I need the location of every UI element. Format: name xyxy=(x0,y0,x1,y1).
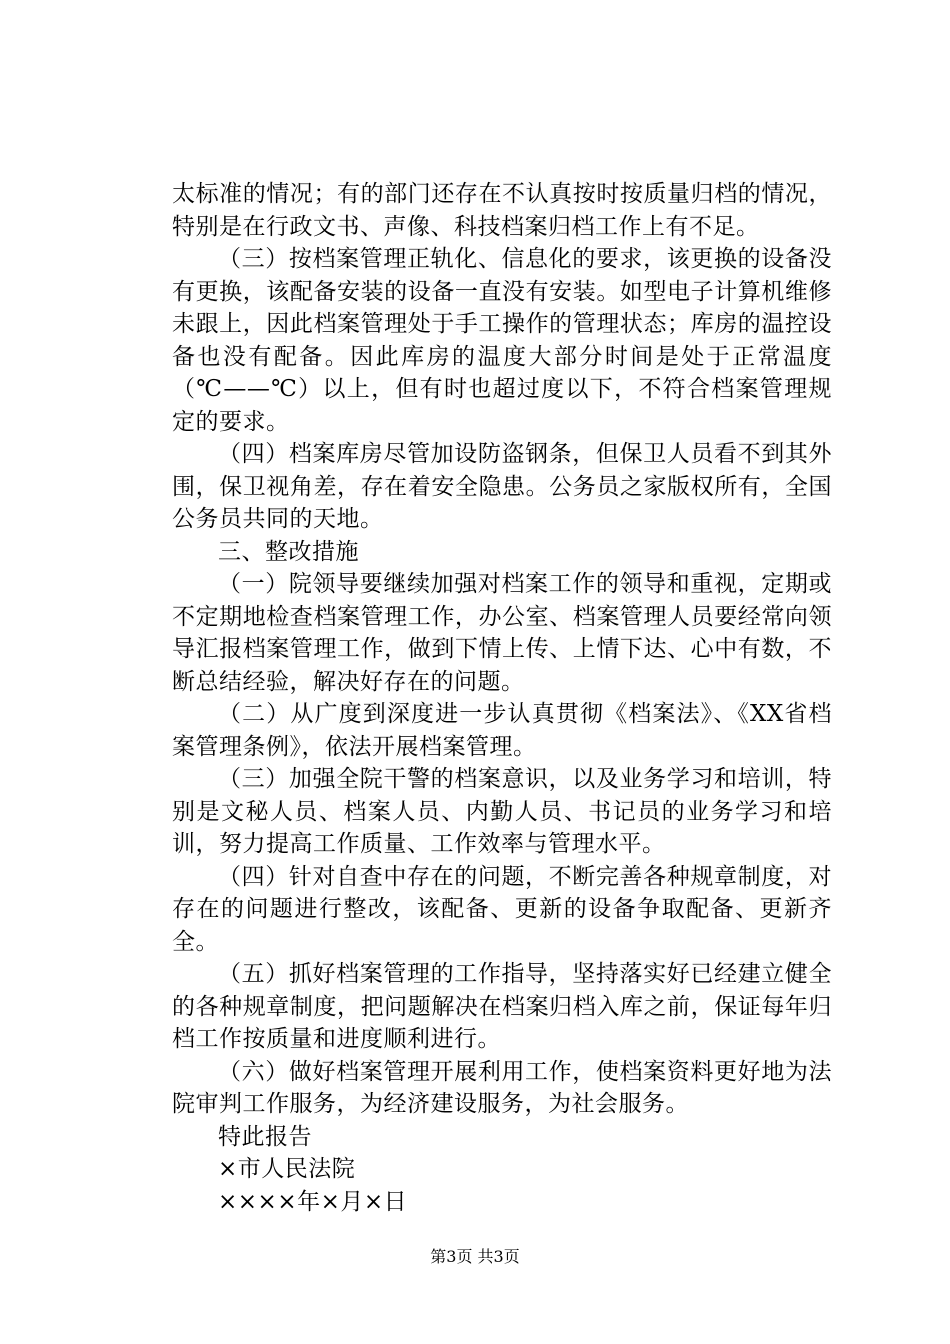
paragraph-measure-3: （三）加强全院干警的档案意识，以及业务学习和培训，特别是文秘人员、档案人员、内勤人员、书记员的业务学习和培训，努力提高工作质量、工作效率与管理水平。 xyxy=(172,766,832,857)
paragraph-measure-5: （五）抓好档案管理的工作指导，坚持落实好已经建立健全的各种规章制度，把问题解决在档案归档入库之前，保证每年归档工作按质量和进度顺利进行。 xyxy=(172,961,832,1052)
paragraph-issue-4: （四）档案库房尽管加设防盗钢条，但保卫人员看不到其外围，保卫视角差，存在着安全隐患。公务员之家版权所有，全国公务员共同的天地。 xyxy=(172,441,832,532)
closing-remark: 特此报告 xyxy=(218,1123,312,1150)
paragraph-measure-1: （一）院领导要继续加强对档案工作的领导和重视，定期或不定期地检查档案管理工作，办公室、档案管理人员要经常向领导汇报档案管理工作，做到下情上传、上情下达、心中有数，不断总结经验，解决好存在的问题。 xyxy=(172,571,832,695)
section-heading-measures: 三、整改措施 xyxy=(218,538,359,565)
signature-organization: ×市人民法院 xyxy=(218,1156,356,1182)
paragraph-measure-6: （六）做好档案管理开展利用工作，使档案资料更好地为法院审判工作服务，为经济建设服务，为社会服务。 xyxy=(172,1058,832,1117)
paragraph-issue-3: （三）按档案管理正轨化、信息化的要求，该更换的设备没有更换，该配备安装的设备一直没有安装。如型电子计算机维修未跟上，因此档案管理处于手工操作的管理状态；库房的温控设备也没有配备。因此库房的温度大部分时间是处于正常温度（℃——℃）以上，但有时也超过度以下，不符合档案管理规定的要求。 xyxy=(172,246,832,435)
signature-date: ××××年×月×日 xyxy=(218,1188,408,1215)
page-number: 第3页 共3页 xyxy=(430,1247,520,1266)
document-body xyxy=(172,178,832,1218)
paragraph-measure-4: （四）针对自查中存在的问题，不断完善各种规章制度，对存在的问题进行整改，该配备、更新的设备争取配备、更新齐全。 xyxy=(172,863,832,955)
paragraph-continuation: 太标准的情况；有的部门还存在不认真按时按质量归档的情况，特别是在行政文书、声像、科技档案归档工作上有不足。 xyxy=(172,181,832,240)
paragraph-measure-2: （二）从广度到深度进一步认真贯彻《档案法》、《XX省档案管理条例》，依法开展档案管理。 xyxy=(172,701,832,760)
page-footer xyxy=(0,1247,950,1267)
